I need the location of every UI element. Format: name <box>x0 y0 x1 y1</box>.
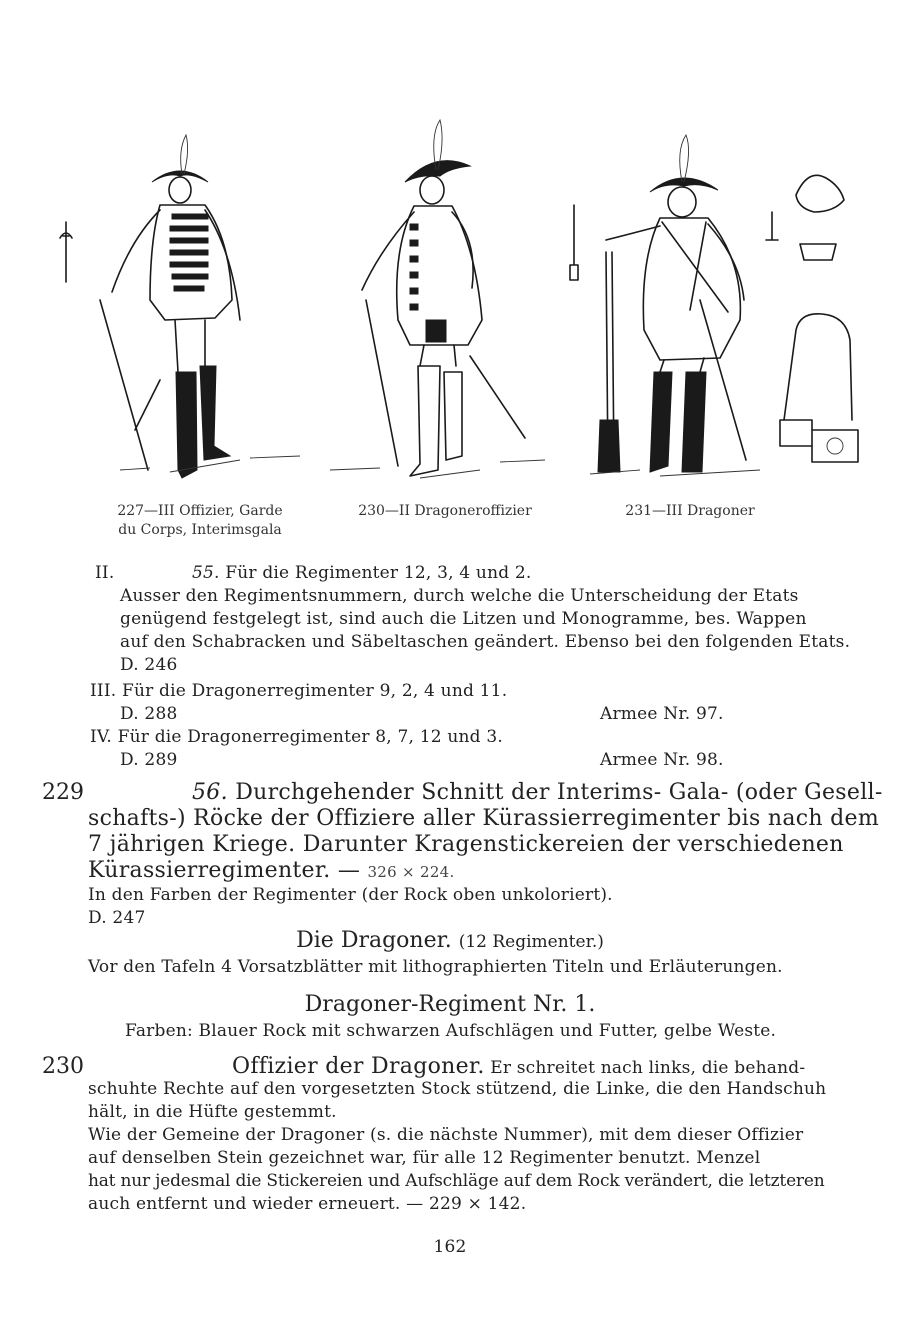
body-line: schafts-) Röcke der Offiziere aller Kürassierregimenter bis nach dem <box>88 806 880 831</box>
entry-title <box>192 780 883 806</box>
figure-caption-231: 231—III Dragoner <box>625 503 755 519</box>
sub-entry-armee: Armee Nr. 98. <box>600 750 724 770</box>
dragoon-officer-figure <box>330 120 545 478</box>
caption-line: 227—III Offizier, Garde <box>117 503 283 519</box>
entry-body <box>88 806 879 885</box>
entry-number: 56. <box>192 780 228 805</box>
entry-body <box>120 585 850 677</box>
caption-line: du Corps, Interimsgala <box>118 522 282 538</box>
body-line: hält, in die Hüfte gestemmt. <box>88 1102 337 1122</box>
figure-caption-230: 230—II Dragoneroffizier <box>358 503 532 519</box>
entry-title-rest: Er schreitet nach links, die behand- <box>484 1058 806 1078</box>
entry-title <box>232 1054 805 1080</box>
sub-entry-label: IV. Für die Dragonerregimenter 8, 7, 12 und 3. <box>90 727 503 747</box>
margin-number: 229 <box>42 780 84 805</box>
body-line: 7 jährigen Kriege. Darunter Kragenstickereien der verschiedenen <box>88 832 844 857</box>
body-line: hat nur jedesmal die Stickereien und Aufschläge auf dem Rock verändert, die letzteren <box>88 1171 825 1191</box>
body-line: Wie der Gemeine der Dragoner (s. die nächste Nummer), mit dem dieser Offizier <box>88 1125 804 1145</box>
body-line: D. 246 <box>120 655 178 675</box>
illustration-plate <box>0 0 900 500</box>
section-heading <box>0 928 900 953</box>
body-line: Ausser den Regimentsnummern, durch welche die Unterscheidung der Etats <box>120 586 799 606</box>
entry-ref: D. 247 <box>88 908 146 928</box>
entry-body <box>88 1078 826 1216</box>
margin-number: 230 <box>42 1054 84 1079</box>
body-line-text: Kürassierregimenter. — <box>88 858 368 883</box>
entry-title-text: Für die Regimenter 12, 3, 4 und 2. <box>225 563 532 583</box>
entry-label: II. <box>95 563 115 583</box>
sub-entry-ref: D. 288 <box>120 704 178 724</box>
body-line: auch entfernt und wieder erneuert. — 229 × 142. <box>88 1194 527 1214</box>
entry-title-text: Durchgehender Schnitt der Interims- Gala- (oder Gesell- <box>235 780 883 805</box>
sub-entry-ref: D. 289 <box>120 750 178 770</box>
body-line: auf denselben Stein gezeichnet war, für alle 12 Regimenter benutzt. Menzel <box>88 1148 761 1168</box>
entry-title-text: Offizier der Dragoner. <box>232 1054 485 1079</box>
entry-note: In den Farben der Regimenter (der Rock oben unkoloriert). <box>88 885 613 905</box>
body-line: schuhte Rechte auf den vorgesetzten Stock stützend, die Linke, die den Handschuh <box>88 1079 827 1099</box>
entry-number: 55. <box>192 563 220 583</box>
officer-garde-du-corps-figure <box>60 135 300 478</box>
sub-entry-armee: Armee Nr. 97. <box>600 704 724 724</box>
body-line: genügend festgelegt ist, sind auch die Litzen und Monogramme, bes. Wappen <box>120 609 807 629</box>
dragoon-figure <box>570 135 858 476</box>
subsection-heading: Dragoner-Regiment Nr. 1. <box>304 992 596 1017</box>
page-number: 162 <box>433 1237 467 1257</box>
sub-entry-label: III. Für die Dragonerregimenter 9, 2, 4 und 11. <box>90 681 508 701</box>
subsection-colors: Farben: Blauer Rock mit schwarzen Aufschlägen und Futter, gelbe Weste. <box>125 1021 777 1041</box>
dimension: 326 × 224. <box>367 863 455 881</box>
body-line: auf den Schabracken und Säbeltaschen geändert. Ebenso bei den folgenden Etats. <box>120 632 851 652</box>
section-subtitle: (12 Regimenter.) <box>458 932 604 952</box>
body-line <box>88 858 879 885</box>
section-title: Die Dragoner. <box>296 928 452 953</box>
section-intro: Vor den Tafeln 4 Vorsatzblätter mit lithographierten Titeln und Erläuterungen. <box>88 957 783 977</box>
figure-caption-227 <box>100 502 300 540</box>
entry-title <box>192 562 532 585</box>
